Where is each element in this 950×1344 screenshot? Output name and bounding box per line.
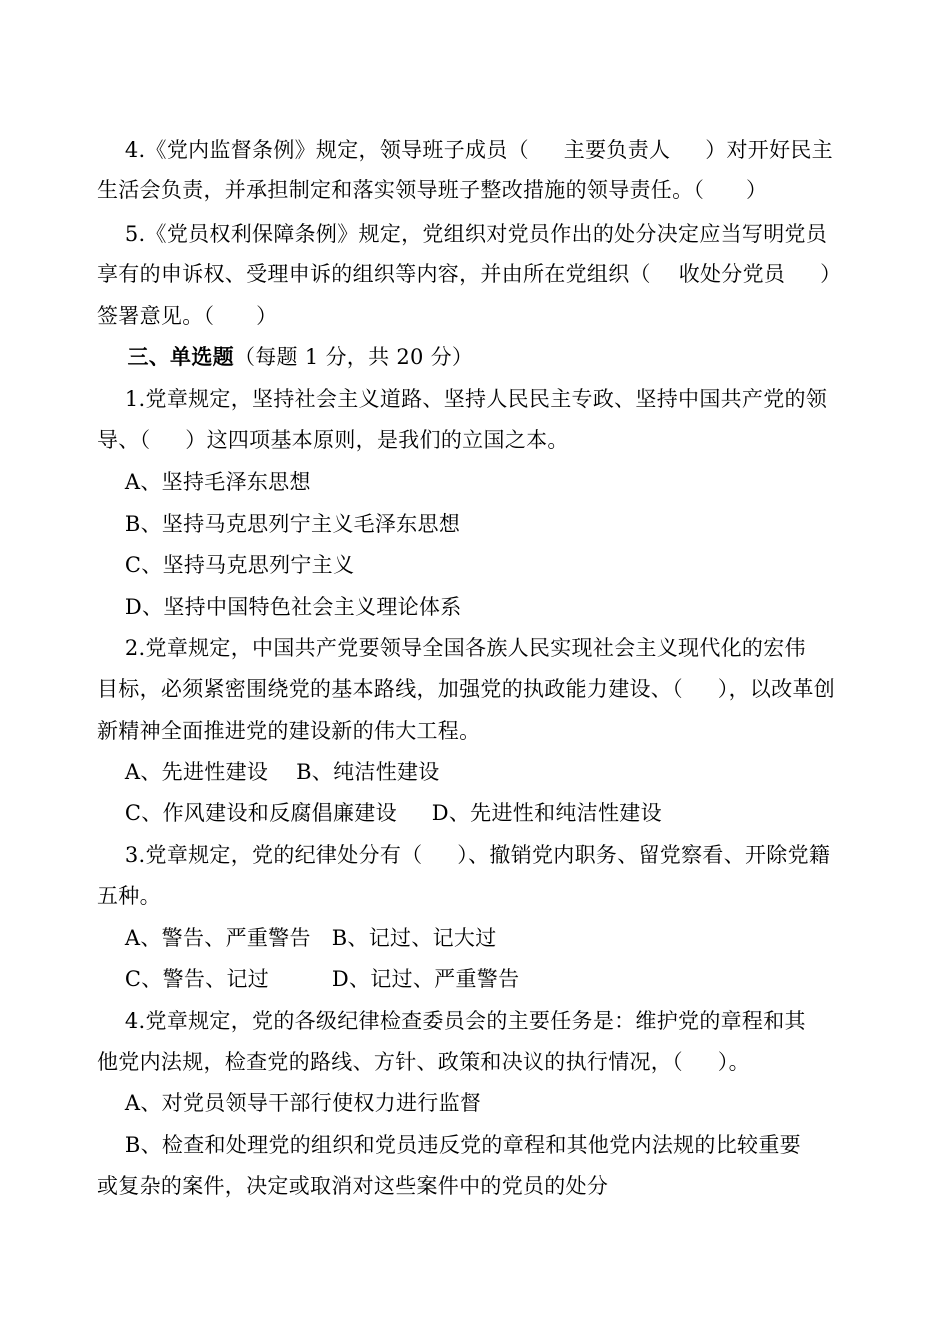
question-5-line-3: 签署意见。（ ） [97,304,278,328]
mcq-3-options-ab: A、警告、严重警告 B、记过、记大过 [97,926,497,950]
mcq-4-line-1: 4.党章规定，党的各级纪律检查委员会的主要任务是：维护党的章程和其 [97,1009,806,1033]
mcq-2-line-1: 2.党章规定，中国共产党要领导全国各族人民实现社会主义现代化的宏伟 [97,636,806,660]
mcq-3-line-1: 3.党章规定，党的纪律处分有（ ）、撤销党内职务、留党察看、开除党籍 [97,843,831,867]
section-scoring-note: （每题 1 分，共 20 分） [233,345,474,369]
question-5-line-1: 5.《党员权利保障条例》规定，党组织对党员作出的处分决定应当写明党员 [97,222,828,246]
mcq-2-options-cd: C、作风建设和反腐倡廉建设 D、先进性和纯洁性建设 [97,801,662,825]
mcq-1-option-d: D、坚持中国特色社会主义理论体系 [97,595,462,619]
mcq-4-option-b-line-1: B、检查和处理党的组织和党员违反党的章程和其他党内法规的比较重要 [97,1133,801,1157]
mcq-2-options-ab: A、先进性建设 B、纯洁性建设 [97,760,440,784]
mcq-4-option-b-line-2: 或复杂的案件，决定或取消对这些案件中的党员的处分 [97,1174,609,1198]
mcq-2-line-3: 新精神全面推进党的建设新的伟大工程。 [97,719,481,743]
mcq-3-options-cd: C、警告、记过 D、记过、严重警告 [97,967,520,991]
mcq-2-line-2: 目标，必须紧密围绕党的基本路线，加强党的执政能力建设、（ ），以改革创 [97,677,836,701]
mcq-1-option-b: B、坚持马克思列宁主义毛泽东思想 [97,512,461,536]
mcq-4-line-2: 他党内法规，检查党的路线、方针、政策和决议的执行情况，（ ）。 [97,1050,750,1074]
question-5-line-2: 享有的申诉权、受理申诉的组织等内容，并由所在党组织（ 收处分党员 ） [97,262,842,286]
mcq-1-option-a: A、坚持毛泽东思想 [97,470,311,494]
question-4-line-2: 生活会负责，并承担制定和落实领导班子整改措施的领导责任。（ ） [97,178,768,202]
section-title: 三、单选题 [97,344,234,369]
mcq-3-line-2: 五种。 [97,884,161,908]
section-heading [97,343,857,371]
mcq-1-line-1: 1.党章规定，坚持社会主义道路、坚持人民民主专政、坚持中国共产党的领 [97,387,828,411]
mcq-1-option-c: C、坚持马克思列宁主义 [97,553,355,577]
question-4-line-1: 4.《党内监督条例》规定，领导班子成员（ 主要负责人 ）对开好民主 [97,138,833,162]
mcq-1-line-2: 导、（ ）这四项基本原则，是我们的立国之本。 [97,428,569,452]
mcq-4-option-a: A、对党员领导干部行使权力进行监督 [97,1091,482,1115]
